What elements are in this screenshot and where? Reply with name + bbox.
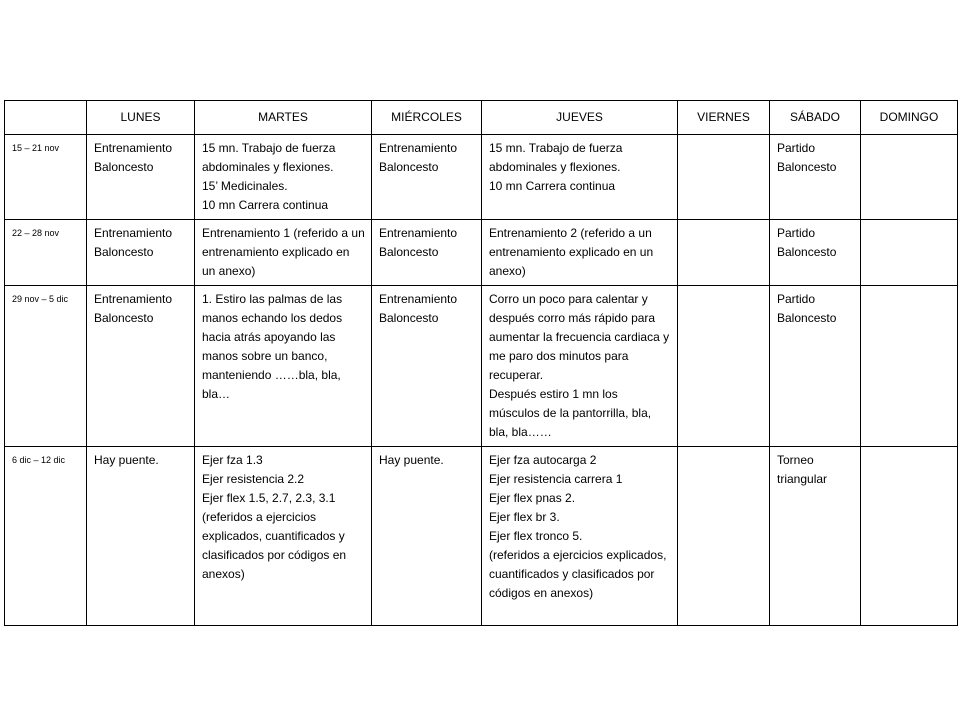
week-label: 22 – 28 nov bbox=[5, 220, 87, 286]
cell-sabado: Partido Baloncesto bbox=[770, 220, 861, 286]
cell-jueves: Entrenamiento 2 (referido a un entrenamiento explicado en un anexo) bbox=[482, 220, 678, 286]
cell-sabado: Partido Baloncesto bbox=[770, 286, 861, 447]
header-viernes: VIERNES bbox=[678, 101, 770, 135]
cell-miercoles: Entrenamiento Baloncesto bbox=[372, 286, 482, 447]
cell-martes: 1. Estiro las palmas de las manos echando los dedos hacia atrás apoyando las manos sobre un banco, manteniendo ……bla, bla, bla… bbox=[195, 286, 372, 447]
cell-miercoles: Hay puente. bbox=[372, 447, 482, 626]
cell-lunes: Hay puente. bbox=[87, 447, 195, 626]
header-miercoles: MIÉRCOLES bbox=[372, 101, 482, 135]
cell-jueves: 15 mn. Trabajo de fuerza abdominales y flexiones. 10 mn Carrera continua bbox=[482, 135, 678, 220]
cell-miercoles: Entrenamiento Baloncesto bbox=[372, 135, 482, 220]
table-row bbox=[5, 447, 958, 626]
cell-viernes bbox=[678, 286, 770, 447]
header-domingo: DOMINGO bbox=[861, 101, 958, 135]
header-martes: MARTES bbox=[195, 101, 372, 135]
cell-lunes: Entrenamiento Baloncesto bbox=[87, 286, 195, 447]
cell-lunes: Entrenamiento Baloncesto bbox=[87, 220, 195, 286]
cell-jueves: Corro un poco para calentar y después corro más rápido para aumentar la frecuencia cardiaca y me paro dos minutos para recuperar. Después estiro 1 mn los músculos de la pantorrilla, bla, bla, bla…… bbox=[482, 286, 678, 447]
header-sabado: SÁBADO bbox=[770, 101, 861, 135]
cell-viernes bbox=[678, 220, 770, 286]
header-row bbox=[5, 101, 958, 135]
cell-sabado: Partido Baloncesto bbox=[770, 135, 861, 220]
weekly-training-table bbox=[4, 100, 958, 626]
cell-sabado: Torneo triangular bbox=[770, 447, 861, 626]
table-row bbox=[5, 286, 958, 447]
week-label: 29 nov – 5 dic bbox=[5, 286, 87, 447]
cell-domingo bbox=[861, 220, 958, 286]
table-row bbox=[5, 135, 958, 220]
cell-jueves: Ejer fza autocarga 2 Ejer resistencia carrera 1 Ejer flex pnas 2. Ejer flex br 3. Ejer flex tronco 5. (referidos a ejercicios explicados, cuantificados y clasificados por códigos en anexos) bbox=[482, 447, 678, 626]
corner-cell bbox=[5, 101, 87, 135]
table-row bbox=[5, 220, 958, 286]
week-label: 15 – 21 nov bbox=[5, 135, 87, 220]
cell-lunes: Entrenamiento Baloncesto bbox=[87, 135, 195, 220]
cell-martes: Entrenamiento 1 (referido a un entrenamiento explicado en un anexo) bbox=[195, 220, 372, 286]
cell-domingo bbox=[861, 135, 958, 220]
cell-domingo bbox=[861, 447, 958, 626]
header-lunes: LUNES bbox=[87, 101, 195, 135]
cell-martes: Ejer fza 1.3 Ejer resistencia 2.2 Ejer flex 1.5, 2.7, 2.3, 3.1 (referidos a ejercicios explicados, cuantificados y clasificados por códigos en anexos) bbox=[195, 447, 372, 626]
cell-viernes bbox=[678, 135, 770, 220]
cell-miercoles: Entrenamiento Baloncesto bbox=[372, 220, 482, 286]
week-label: 6 dic – 12 dic bbox=[5, 447, 87, 626]
cell-viernes bbox=[678, 447, 770, 626]
cell-domingo bbox=[861, 286, 958, 447]
cell-martes: 15 mn. Trabajo de fuerza abdominales y flexiones. 15’ Medicinales. 10 mn Carrera continua bbox=[195, 135, 372, 220]
header-jueves: JUEVES bbox=[482, 101, 678, 135]
